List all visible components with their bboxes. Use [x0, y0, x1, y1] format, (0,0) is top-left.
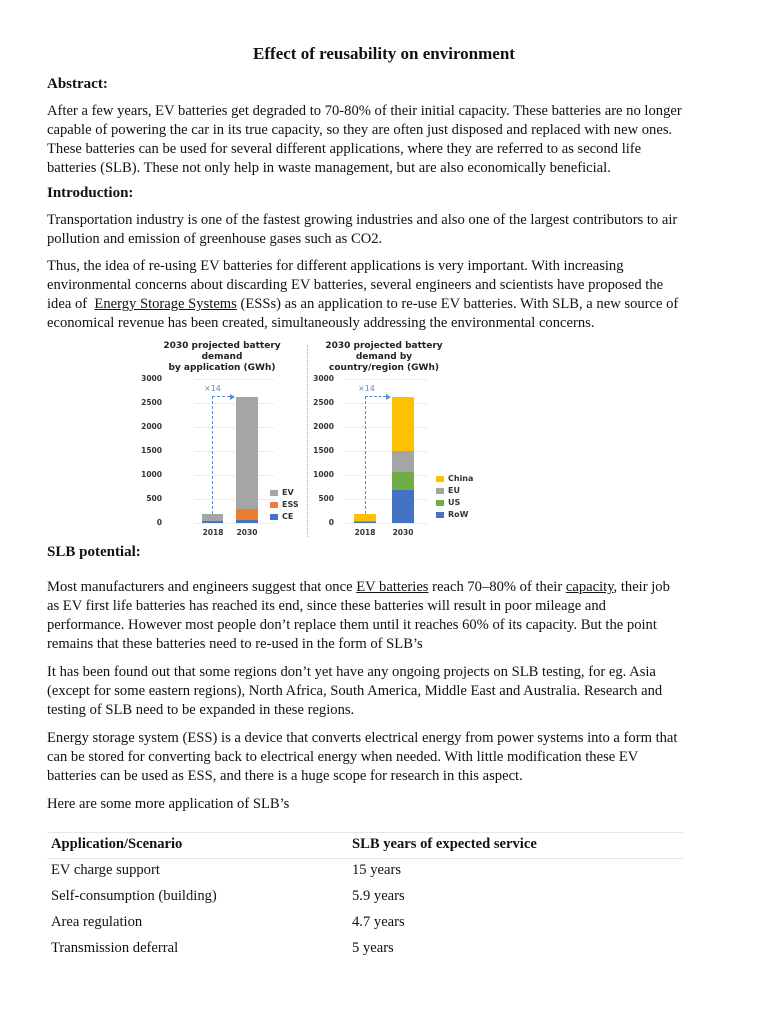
ev-batteries-link[interactable]: EV batteries [356, 579, 429, 595]
y-tick: 1500 [313, 446, 334, 455]
y-tick: 2500 [313, 398, 334, 407]
table-cell-application: Self-consumption (building) [51, 888, 217, 904]
chart-title-line: demand [201, 352, 243, 362]
bar-2018-china [354, 514, 376, 521]
gridline [194, 475, 274, 476]
legend-item-row [436, 510, 468, 519]
text-line: After a few years, EV batteries get degraded to 70-80% of their initial capacity. These batteries are no longer [47, 103, 682, 119]
y-tick: 3000 [141, 374, 162, 383]
gridline [344, 523, 428, 524]
bar-2030-eu [392, 451, 414, 472]
gridline [194, 523, 274, 524]
text-span: , their job [613, 579, 670, 595]
bar-2030-ce [236, 520, 258, 523]
legend-swatch [436, 500, 444, 506]
slb-paragraph-2 [47, 663, 737, 720]
chart-title-line: 2030 projected battery [163, 341, 281, 351]
slb-paragraph-4: Here are some more application of SLB’s [47, 796, 290, 812]
table-cell-years: 5.9 years [352, 888, 405, 904]
x-tick: 2018 [202, 528, 224, 537]
table-cell-application: EV charge support [51, 862, 160, 878]
text-line: can be stored for converting back to electrical energy when needed. With little modification these EV [47, 749, 639, 765]
bar-2030-ess [236, 509, 258, 520]
legend-label: EU [448, 486, 460, 495]
annotation-dashed-line [365, 396, 386, 397]
annotation-dashed-line [365, 396, 366, 514]
gridline [194, 403, 274, 404]
page-title: Effect of reusability on environment [253, 44, 515, 63]
legend-swatch [270, 502, 278, 508]
chart-by-region [310, 338, 488, 540]
table-header-service-years: SLB years of expected service [352, 836, 537, 852]
introduction-paragraph-2 [47, 257, 737, 333]
gridline [344, 475, 428, 476]
gridline [194, 499, 274, 500]
legend-item-eu [436, 486, 460, 495]
bar-2018-ev [202, 514, 223, 521]
y-tick: 2000 [141, 422, 162, 431]
legend-item-ess [270, 500, 299, 509]
text-line: as EV first life batteries has reached its end, since these batteries will result in poor mileage and [47, 598, 606, 614]
abstract-paragraph [47, 102, 737, 178]
text-line: (except for some eastern regions), North Africa, South America, Middle East and Australia. Research and [47, 683, 663, 699]
text-line: capable of powering the car in its true capacity, so they are often just disposed and replaced with new ones. [47, 122, 673, 138]
arrow-icon [386, 394, 391, 400]
bar-2018-row [354, 522, 376, 523]
table-header-border [47, 858, 683, 859]
gridline [344, 403, 428, 404]
text-span: idea of [47, 296, 91, 312]
legend-label: China [448, 474, 474, 483]
table-cell-years: 4.7 years [352, 914, 405, 930]
legend-item-china [436, 474, 473, 483]
y-tick: 0 [156, 518, 162, 527]
chart-by-application [141, 338, 299, 540]
x-tick: 2030 [236, 528, 258, 537]
slb-potential-heading: SLB potential: [47, 544, 141, 560]
slb-paragraph-3 [47, 729, 737, 786]
legend-item-ev [270, 488, 294, 497]
y-tick: 1000 [141, 470, 162, 479]
legend-swatch [436, 476, 444, 482]
table-cell-years: 15 years [352, 862, 402, 878]
gridline [194, 451, 274, 452]
text-line: Energy storage system (ESS) is a device that converts electrical energy from power systems into a form that [47, 730, 678, 746]
chart-title-line: demand by [355, 352, 413, 362]
legend-label: US [448, 498, 461, 507]
text-line: batteries (SLB). These not only help in waste management, but are also economically beneficial. [47, 160, 611, 176]
text-line: batteries can be used as ESS, and there is a huge scope for research in this aspect. [47, 768, 523, 784]
annotation-dashed-line [212, 396, 213, 514]
y-tick: 2000 [313, 422, 334, 431]
legend-label: RoW [448, 510, 469, 519]
growth-annotation: ×14 [358, 384, 375, 393]
bar-2030-ev [236, 397, 258, 509]
x-tick: 2018 [354, 528, 376, 537]
text-line [47, 578, 737, 597]
text-line: testing of SLB need to be expanded in these regions. [47, 702, 355, 718]
growth-annotation: ×14 [204, 384, 221, 393]
y-tick: 0 [328, 518, 334, 527]
table-top-border [47, 832, 683, 833]
text-line: These batteries can be used for several different applications, where they are referred to as second life [47, 141, 642, 157]
y-tick: 3000 [313, 374, 334, 383]
introduction-heading: Introduction: [47, 185, 134, 201]
capacity-link[interactable]: capacity [565, 579, 614, 595]
text-span: reach 70–80% of their [428, 579, 566, 595]
legend-item-us [436, 498, 460, 507]
text-line: Thus, the idea of re-using EV batteries for different applications is very important. With increasing [47, 258, 624, 274]
y-tick: 1500 [141, 446, 162, 455]
x-tick: 2030 [392, 528, 414, 537]
y-tick: 500 [318, 494, 334, 503]
gridline [344, 451, 428, 452]
legend-label: CE [282, 512, 294, 521]
legend-swatch [270, 514, 278, 520]
legend-label: EV [282, 488, 294, 497]
text-span: Most manufacturers and engineers suggest that once [47, 579, 357, 595]
table-cell-years: 5 years [352, 940, 394, 956]
introduction-paragraph-1 [47, 211, 737, 249]
y-tick: 500 [146, 494, 162, 503]
annotation-dashed-line [212, 396, 230, 397]
y-tick: 1000 [313, 470, 334, 479]
y-tick: 2500 [141, 398, 162, 407]
gridline [194, 379, 274, 380]
bar-2018-ce [202, 521, 223, 523]
text-line: pollution and emission of greenhouse gases such as CO2. [47, 231, 383, 247]
text-line: economical revenue has been created, simultaneously addressing the environmental concerns. [47, 315, 595, 331]
text-span: (ESSs) as an application to re-use EV batteries. With SLB, a new source of [236, 296, 679, 312]
bar-2030-china [392, 397, 414, 451]
chart-title-line: country/region (GWh) [329, 363, 439, 373]
chart-title-line: by application (GWh) [168, 363, 276, 373]
legend-swatch [270, 490, 278, 496]
table-header-application: Application/Scenario [51, 836, 183, 852]
chart-title [304, 341, 464, 374]
text-line: remains that these batteries need to re-used in the form of SLB’s [47, 636, 423, 652]
slb-paragraph-1 [47, 578, 737, 654]
text-line: It has been found out that some regions don’t yet have any ongoing projects on SLB testing, for eg. Asia [47, 664, 656, 680]
gridline [344, 379, 428, 380]
text-line: environmental concerns about discarding EV batteries, several engineers and scientists have proposed the [47, 277, 664, 293]
energy-storage-systems-link[interactable]: Energy Storage Systems [94, 296, 237, 312]
legend-item-ce [270, 512, 293, 521]
gridline [344, 499, 428, 500]
table-cell-application: Area regulation [51, 914, 143, 930]
text-line: performance. However most people don’t replace them until it reaches 60% of its capacity. But the point [47, 617, 657, 633]
gridline [344, 427, 428, 428]
arrow-icon [230, 394, 235, 400]
text-line [47, 295, 737, 314]
bar-2030-us [392, 472, 414, 490]
abstract-heading: Abstract: [47, 76, 108, 92]
legend-swatch [436, 488, 444, 494]
bar-2030-row [392, 490, 414, 523]
chart-title-line: 2030 projected battery [325, 341, 443, 351]
legend-label: ESS [282, 500, 299, 509]
gridline [194, 427, 274, 428]
chart-title [146, 341, 298, 374]
legend-swatch [436, 512, 444, 518]
text-line: Transportation industry is one of the fastest growing industries and also one of the largest contributors to air [47, 212, 678, 228]
table-cell-application: Transmission deferral [51, 940, 179, 956]
